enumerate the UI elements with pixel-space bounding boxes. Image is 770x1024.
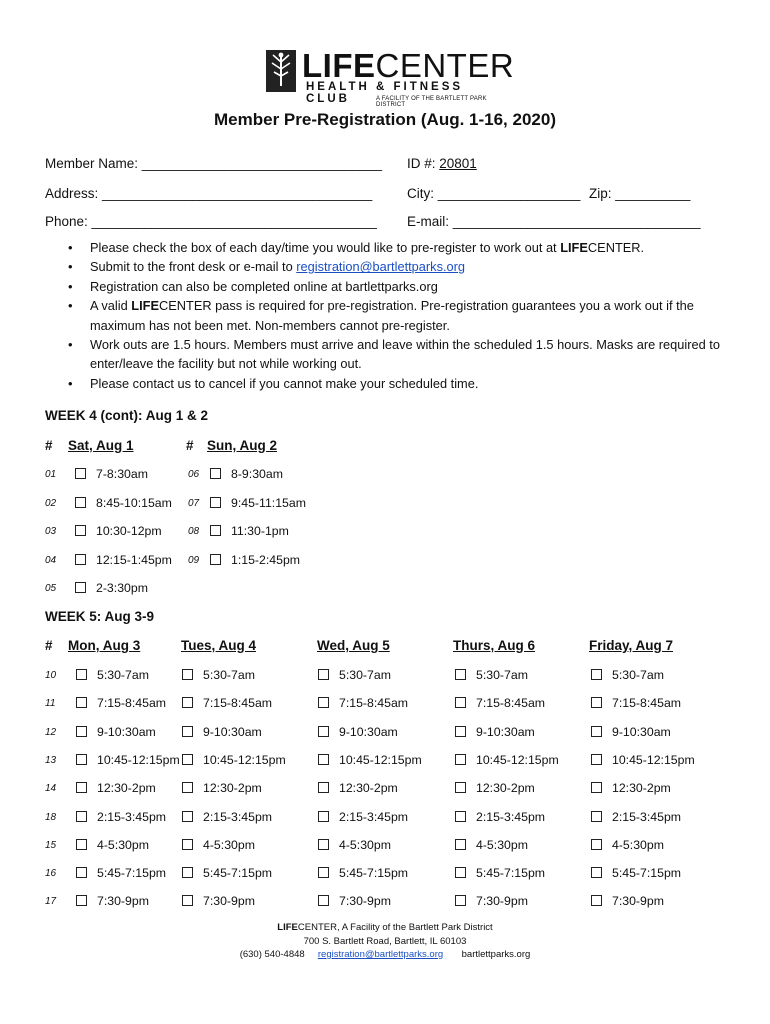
checkbox[interactable] (591, 669, 602, 680)
slot-number: 02 (45, 498, 57, 509)
slot-number: 01 (45, 469, 57, 480)
time-slot-option[interactable] (318, 725, 398, 739)
page-title: Member Pre-Registration (Aug. 1-16, 2020) (214, 110, 556, 129)
week5-hash-header: # (45, 638, 53, 653)
time-slot-label: 12:30-2pm (339, 781, 398, 795)
time-slot-label: 4-5:30pm (476, 838, 528, 852)
time-slot-label: 10:45-12:15pm (203, 753, 286, 767)
time-slot-option[interactable] (591, 866, 681, 880)
time-slot-label: 8-9:30am (231, 467, 283, 481)
checkbox[interactable] (455, 726, 466, 737)
checkbox[interactable] (76, 839, 87, 850)
time-slot-option[interactable] (318, 866, 408, 880)
footer-email-link[interactable]: registration@bartlettparks.org (317, 949, 444, 960)
time-slot-label: 5:30-7am (476, 668, 528, 682)
logo-wordmark: LIFECENTER (302, 47, 515, 84)
time-slot-option[interactable] (455, 838, 528, 852)
checkbox[interactable] (455, 782, 466, 793)
day-header (68, 638, 140, 653)
time-slot-option[interactable] (76, 668, 149, 682)
slot-number: 07 (188, 498, 200, 509)
time-slot-option[interactable] (210, 524, 289, 538)
time-slot-label: 9-10:30am (203, 725, 262, 739)
time-slot-label: 4-5:30pm (203, 838, 255, 852)
zip-field[interactable]: Zip: __________ (589, 186, 691, 201)
sun-header-hash: # (186, 438, 194, 453)
checkbox[interactable] (182, 811, 193, 822)
checkbox[interactable] (591, 895, 602, 906)
time-slot-option[interactable] (318, 753, 422, 767)
checkbox[interactable] (318, 811, 329, 822)
time-slot-option[interactable] (182, 668, 255, 682)
list-item: • Registration can also be completed online at bartlettparks.org (68, 277, 728, 296)
time-slot-option[interactable] (182, 781, 262, 795)
footer-phone: (630) 540-4848 (239, 949, 305, 960)
footer-website: bartlettparks.org (461, 949, 531, 960)
list-item: • Submit to the front desk or e-mail to registration@bartlettparks.org (68, 257, 728, 276)
time-slot-option[interactable] (591, 810, 681, 824)
checkbox[interactable] (318, 895, 329, 906)
time-slot-label: 2:15-3:45pm (612, 810, 682, 824)
time-slot-option[interactable] (455, 753, 559, 767)
sat-header: Sat, Aug 1 (68, 438, 134, 453)
footer-line-1: LIFECENTER, A Facility of the Bartlett Park District (277, 922, 493, 933)
list-item: • Work outs are 1.5 hours. Members must arrive and leave within the scheduled 1.5 hours. Masks are required to enter/leave the facility but not while working out. (68, 335, 728, 374)
checkbox[interactable] (76, 669, 87, 680)
checkbox[interactable] (591, 754, 602, 765)
footer-contact (0, 949, 770, 960)
city-field[interactable]: City: ___________________ (407, 186, 581, 201)
time-slot-option[interactable] (591, 725, 671, 739)
time-slot-label: 9-10:30am (476, 725, 535, 739)
week5-heading: WEEK 5: Aug 3-9 (45, 609, 155, 624)
time-slot-label: 1:15-2:45pm (231, 553, 301, 567)
slot-number: 17 (45, 896, 57, 907)
time-slot-option[interactable] (318, 668, 391, 682)
checkbox[interactable] (210, 554, 221, 565)
checkbox[interactable] (455, 867, 466, 878)
day-header-label: Tues, Aug 4 (181, 638, 257, 653)
id-value: 20801 (439, 156, 477, 171)
time-slot-option[interactable] (318, 894, 391, 908)
checkbox[interactable] (210, 525, 221, 536)
time-slot-option[interactable] (182, 866, 272, 880)
time-slot-label: 5:45-7:15pm (203, 866, 273, 880)
checkbox[interactable] (318, 867, 329, 878)
slot-number: 06 (188, 469, 200, 480)
slot-number: 18 (45, 812, 57, 823)
checkbox[interactable] (182, 782, 193, 793)
time-slot-option[interactable] (182, 725, 262, 739)
time-slot-label: 7:15-8:45am (612, 696, 682, 710)
checkbox[interactable] (318, 726, 329, 737)
slot-number: 16 (45, 868, 57, 879)
checkbox[interactable] (76, 867, 87, 878)
time-slot-option[interactable] (318, 696, 408, 710)
checkbox[interactable] (591, 726, 602, 737)
checkbox[interactable] (182, 895, 193, 906)
time-slot-option[interactable] (75, 553, 172, 567)
time-slot-label: 9:45-11:15am (231, 496, 306, 510)
member-name-field[interactable]: Member Name: ________________________________ (45, 156, 383, 171)
day-header-label: Friday, Aug 7 (589, 638, 674, 653)
time-slot-label: 4-5:30pm (339, 838, 391, 852)
checkbox[interactable] (75, 582, 86, 593)
time-slot-label: 10:45-12:15pm (339, 753, 422, 767)
time-slot-option[interactable] (591, 753, 695, 767)
time-slot-label: 2:15-3:45pm (476, 810, 546, 824)
time-slot-label: 7:30-9pm (97, 894, 149, 908)
time-slot-label: 9-10:30am (339, 725, 398, 739)
time-slot-label: 7-8:30am (96, 467, 148, 481)
time-slot-option[interactable] (318, 781, 398, 795)
time-slot-option[interactable] (76, 866, 166, 880)
checkbox[interactable] (455, 811, 466, 822)
footer-address: 700 S. Bartlett Road, Bartlett, IL 60103 (303, 936, 467, 947)
list-item: • Please contact us to cancel if you cannot make your scheduled time. (68, 374, 728, 393)
list-item: • A valid LIFECENTER pass is required for pre-registration. Pre-registration guarantees you a work out if the maximum has not been met. Non-members cannot pre-register. (68, 296, 728, 335)
checkbox[interactable] (182, 754, 193, 765)
slot-number: 05 (45, 583, 57, 594)
time-slot-option[interactable] (210, 553, 300, 567)
slot-number: 03 (45, 526, 57, 537)
time-slot-label: 9-10:30am (612, 725, 671, 739)
checkbox[interactable] (75, 497, 86, 508)
checkbox[interactable] (210, 468, 221, 479)
time-slot-option[interactable] (591, 781, 671, 795)
slot-number: 04 (45, 555, 57, 566)
time-slot-label: 8:45-10:15am (96, 496, 172, 510)
time-slot-label: 7:30-9pm (203, 894, 255, 908)
slot-number: 14 (45, 783, 57, 794)
phone-field[interactable]: Phone: ______________________________________ (45, 214, 377, 229)
slot-number: 15 (45, 840, 57, 851)
logo-facility-line: A FACILITY OF THE BARTLETT PARK DISTRICT (376, 96, 487, 108)
time-slot-option[interactable] (210, 496, 306, 510)
time-slot-label: 2-3:30pm (96, 581, 148, 595)
day-header (317, 638, 390, 653)
time-slot-option[interactable] (455, 668, 528, 682)
time-slot-option[interactable] (182, 894, 255, 908)
time-slot-label: 12:30-2pm (97, 781, 156, 795)
checkbox[interactable] (182, 697, 193, 708)
time-slot-label: 4-5:30pm (612, 838, 664, 852)
checkbox[interactable] (318, 782, 329, 793)
time-slot-label: 12:30-2pm (476, 781, 535, 795)
time-slot-option[interactable] (75, 524, 162, 538)
time-slot-option[interactable] (76, 696, 166, 710)
checkbox[interactable] (318, 697, 329, 708)
checkbox[interactable] (75, 554, 86, 565)
slot-number: 09 (188, 555, 200, 566)
time-slot-option[interactable] (76, 725, 156, 739)
time-slot-label: 12:15-1:45pm (96, 553, 172, 567)
time-slot-label: 7:15-8:45am (476, 696, 546, 710)
time-slot-option[interactable] (76, 753, 180, 767)
list-item: • Please check the box of each day/time you would like to pre-register to work out at LIFECENTER. (68, 238, 728, 257)
checkbox[interactable] (75, 468, 86, 479)
checkbox[interactable] (591, 782, 602, 793)
time-slot-label: 5:45-7:15pm (612, 866, 682, 880)
time-slot-option[interactable] (182, 753, 286, 767)
time-slot-label: 11:30-1pm (231, 524, 289, 538)
time-slot-option[interactable] (76, 894, 149, 908)
time-slot-label: 5:30-7am (97, 668, 149, 682)
registration-email-link[interactable]: registration@bartlettparks.org (296, 259, 466, 275)
time-slot-option[interactable] (455, 894, 528, 908)
time-slot-option[interactable] (182, 810, 272, 824)
lifecenter-logo (266, 47, 515, 108)
checkbox[interactable] (318, 669, 329, 680)
slot-number: 13 (45, 755, 57, 766)
time-slot-label: 5:30-7am (339, 668, 391, 682)
id-field: ID #: 20801 (407, 156, 477, 171)
checkbox[interactable] (455, 839, 466, 850)
day-header (589, 638, 673, 653)
checkbox[interactable] (591, 867, 602, 878)
checkbox[interactable] (182, 867, 193, 878)
time-slot-option[interactable] (75, 467, 148, 481)
time-slot-label: 2:15-3:45pm (97, 810, 167, 824)
checkbox[interactable] (182, 669, 193, 680)
time-slot-option[interactable] (591, 696, 681, 710)
time-slot-label: 7:30-9pm (476, 894, 528, 908)
checkbox[interactable] (455, 895, 466, 906)
day-header (181, 638, 256, 653)
checkbox[interactable] (75, 525, 86, 536)
time-slot-label: 7:15-8:45am (339, 696, 409, 710)
time-slot-label: 7:15-8:45am (203, 696, 273, 710)
checkbox[interactable] (76, 726, 87, 737)
time-slot-option[interactable] (318, 838, 391, 852)
checkbox[interactable] (76, 782, 87, 793)
checkbox[interactable] (455, 754, 466, 765)
checkbox[interactable] (76, 895, 87, 906)
address-field[interactable]: Address: ____________________________________ (45, 186, 373, 201)
time-slot-label: 10:45-12:15pm (612, 753, 695, 767)
time-slot-option[interactable] (455, 866, 545, 880)
slot-number: 10 (45, 670, 57, 681)
checkbox[interactable] (591, 839, 602, 850)
time-slot-option[interactable] (591, 668, 664, 682)
checkbox[interactable] (455, 669, 466, 680)
email-field[interactable]: E-mail: _________________________________ (407, 214, 701, 229)
slot-number: 11 (45, 698, 56, 709)
sun-header: Sun, Aug 2 (207, 438, 277, 453)
time-slot-label: 4-5:30pm (97, 838, 149, 852)
instructions-list (68, 238, 728, 393)
day-header-label: Mon, Aug 3 (68, 638, 141, 653)
checkbox[interactable] (182, 839, 193, 850)
time-slot-option[interactable] (455, 781, 535, 795)
time-slot-label: 5:45-7:15pm (476, 866, 546, 880)
time-slot-option[interactable] (76, 810, 166, 824)
time-slot-label: 12:30-2pm (612, 781, 671, 795)
checkbox[interactable] (318, 754, 329, 765)
checkbox[interactable] (210, 497, 221, 508)
day-header (453, 638, 535, 653)
checkbox[interactable] (455, 697, 466, 708)
time-slot-label: 10:30-12pm (96, 524, 162, 538)
time-slot-option[interactable] (455, 810, 545, 824)
time-slot-label: 9-10:30am (97, 725, 156, 739)
time-slot-label: 5:30-7am (203, 668, 255, 682)
time-slot-label: 2:15-3:45pm (339, 810, 409, 824)
time-slot-label: 5:30-7am (612, 668, 664, 682)
checkbox[interactable] (591, 697, 602, 708)
time-slot-option[interactable] (318, 810, 408, 824)
checkbox[interactable] (76, 697, 87, 708)
time-slot-option[interactable] (182, 838, 255, 852)
time-slot-option[interactable] (76, 781, 156, 795)
day-header-label: Thurs, Aug 6 (453, 638, 536, 653)
time-slot-label: 10:45-12:15pm (476, 753, 559, 767)
logo-emblem-icon (266, 50, 296, 92)
time-slot-label: 7:30-9pm (612, 894, 664, 908)
time-slot-option[interactable] (455, 696, 545, 710)
day-header-label: Wed, Aug 5 (317, 638, 390, 653)
time-slot-option[interactable] (182, 696, 272, 710)
time-slot-label: 7:15-8:45am (97, 696, 167, 710)
time-slot-label: 7:30-9pm (339, 894, 391, 908)
time-slot-label: 12:30-2pm (203, 781, 262, 795)
time-slot-option[interactable] (76, 838, 149, 852)
logo-subtitle: HEALTH & FITNESS CLUB (306, 81, 464, 105)
time-slot-label: 5:45-7:15pm (339, 866, 409, 880)
time-slot-label: 10:45-12:15pm (97, 753, 180, 767)
checkbox[interactable] (182, 726, 193, 737)
time-slot-option[interactable] (591, 894, 664, 908)
time-slot-option[interactable] (455, 725, 535, 739)
slot-number: 12 (45, 727, 57, 738)
week4-hash-header: # (45, 438, 53, 453)
time-slot-option[interactable] (75, 581, 148, 595)
slot-number: 08 (188, 526, 200, 537)
time-slot-option[interactable] (210, 467, 283, 481)
time-slot-option[interactable] (591, 838, 664, 852)
checkbox[interactable] (76, 754, 87, 765)
time-slot-label: 5:45-7:15pm (97, 866, 167, 880)
checkbox[interactable] (76, 811, 87, 822)
time-slot-option[interactable] (75, 496, 172, 510)
time-slot-label: 2:15-3:45pm (203, 810, 273, 824)
week4-heading: WEEK 4 (cont): Aug 1 & 2 (45, 408, 209, 423)
checkbox[interactable] (318, 839, 329, 850)
checkbox[interactable] (591, 811, 602, 822)
